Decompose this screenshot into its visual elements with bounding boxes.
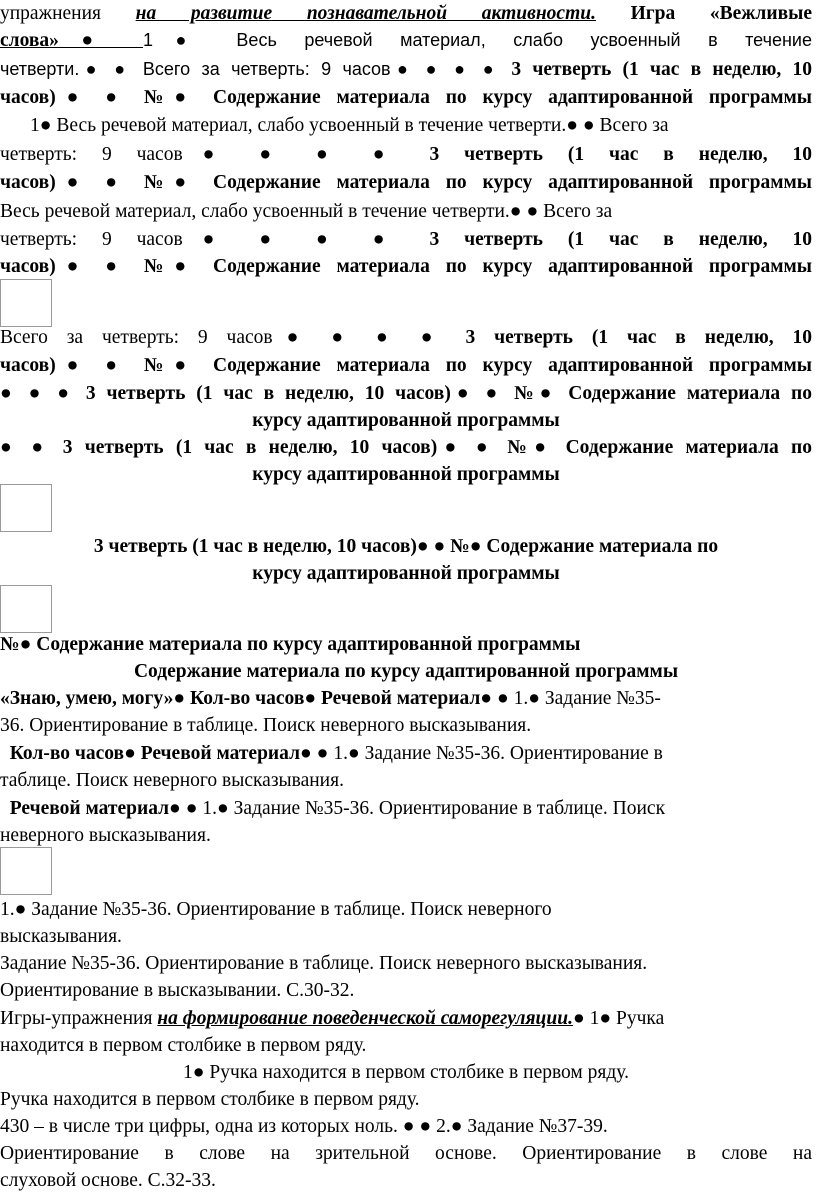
text-line: неверного высказывания. bbox=[0, 825, 211, 846]
text-line: часов)● ● №● Содержание материала по курсу адаптированной программы bbox=[0, 87, 812, 108]
text-line: Содержание материала по курсу адаптированной программы bbox=[133, 661, 679, 682]
text-line: «Знаю, умею, могу»● Кол-во часов● Речевой материал● ● 1.● Задание №35- bbox=[0, 688, 661, 709]
text-line: 1.● Задание №35-36. Ориентирование в таблице. Поиск неверного bbox=[0, 899, 552, 920]
text-line: 36. Ориентирование в таблице. Поиск неверного высказывания. bbox=[0, 715, 532, 736]
text-line: ● ● ● 3 четверть (1 час в неделю, 10 часов)● ● №● Содержание материала по bbox=[0, 383, 812, 404]
text-line: ● ● 3 четверть (1 час в неделю, 10 часов)● ● №● Содержание материала по bbox=[0, 437, 812, 458]
text-line: Всего за четверть: 9 часов● ● ● ● 3 четверть (1 час в неделю, 10 bbox=[0, 327, 812, 348]
text-line: №● Содержание материала по курсу адаптированной программы bbox=[0, 634, 581, 655]
text-line: Ориентирование в слове на зрительной основе. Ориентирование в слове на bbox=[0, 1143, 812, 1164]
image-placeholder bbox=[0, 279, 52, 327]
text-line: 1● Ручка находится в первом столбике в первом ряду. bbox=[183, 1062, 629, 1083]
text-line: четверть: 9 часов● ● ● ● 3 четверть (1 час в неделю, 10 bbox=[0, 229, 812, 250]
text-line: часов)● ● №● Содержание материала по курсу адаптированной программы bbox=[0, 172, 812, 193]
text-line: Весь речевой материал, слабо усвоенный в течение четверти.● ● Всего за bbox=[0, 201, 613, 222]
text-line: Кол-во часов● Речевой материал● ● 1.● Задание №35-36. Ориентирование в bbox=[0, 743, 663, 764]
text-line: слова»● 1● Весь речевой материал, слабо усвоенный в течение bbox=[0, 30, 812, 51]
text-line: слуховой основе. С.32-33. bbox=[0, 1170, 216, 1191]
text-line: часов)● ● №● Содержание материала по курсу адаптированной программы bbox=[0, 355, 812, 376]
text-line: 1● Весь речевой материал, слабо усвоенный в течение четверти.● ● Всего за bbox=[30, 115, 669, 136]
text-line: высказывания. bbox=[0, 926, 122, 947]
text-line: находится в первом столбике в первом ряду. bbox=[0, 1035, 367, 1056]
text-line: Речевой материал● ● 1.● Задание №35-36. Ориентирование в таблице. Поиск bbox=[0, 798, 666, 819]
text-line: курсу адаптированной программы bbox=[252, 563, 560, 584]
text-line: часов)● ● №● Содержание материала по курсу адаптированной программы bbox=[0, 256, 812, 277]
text-line: упражнения на развитие познавательной активности. Игра «Вежливые bbox=[0, 3, 813, 24]
text-line: Задание №35-36. Ориентирование в таблице. Поиск неверного высказывания. bbox=[0, 953, 648, 974]
image-placeholder bbox=[0, 847, 52, 895]
image-placeholder bbox=[0, 585, 52, 633]
text-line: четверть: 9 часов● ● ● ● 3 четверть (1 час в неделю, 10 bbox=[0, 144, 812, 165]
text-line: Ориентирование в высказывании. С.30-32. bbox=[0, 980, 355, 1001]
text-line: курсу адаптированной программы bbox=[252, 410, 560, 431]
text-line: четверти.● ● Всего за четверть: 9 часов● ● ● ● 3 четверть (1 час в неделю, 10 bbox=[0, 59, 812, 80]
text-line: таблице. Поиск неверного высказывания. bbox=[0, 770, 344, 791]
text-line: курсу адаптированной программы bbox=[252, 464, 560, 485]
text-line: Ручка находится в первом столбике в первом ряду. bbox=[0, 1089, 420, 1110]
text-line: 430 – в числе три цифры, одна из которых ноль. ● ● 2.● Задание №37-39. bbox=[0, 1116, 608, 1137]
image-placeholder bbox=[0, 484, 52, 532]
text-line: 3 четверть (1 час в неделю, 10 часов)● ● №● Содержание материала по bbox=[93, 536, 719, 557]
text-line: Игры-упражнения на формирование поведенческой саморегуляции.● 1● Ручка bbox=[0, 1008, 665, 1029]
